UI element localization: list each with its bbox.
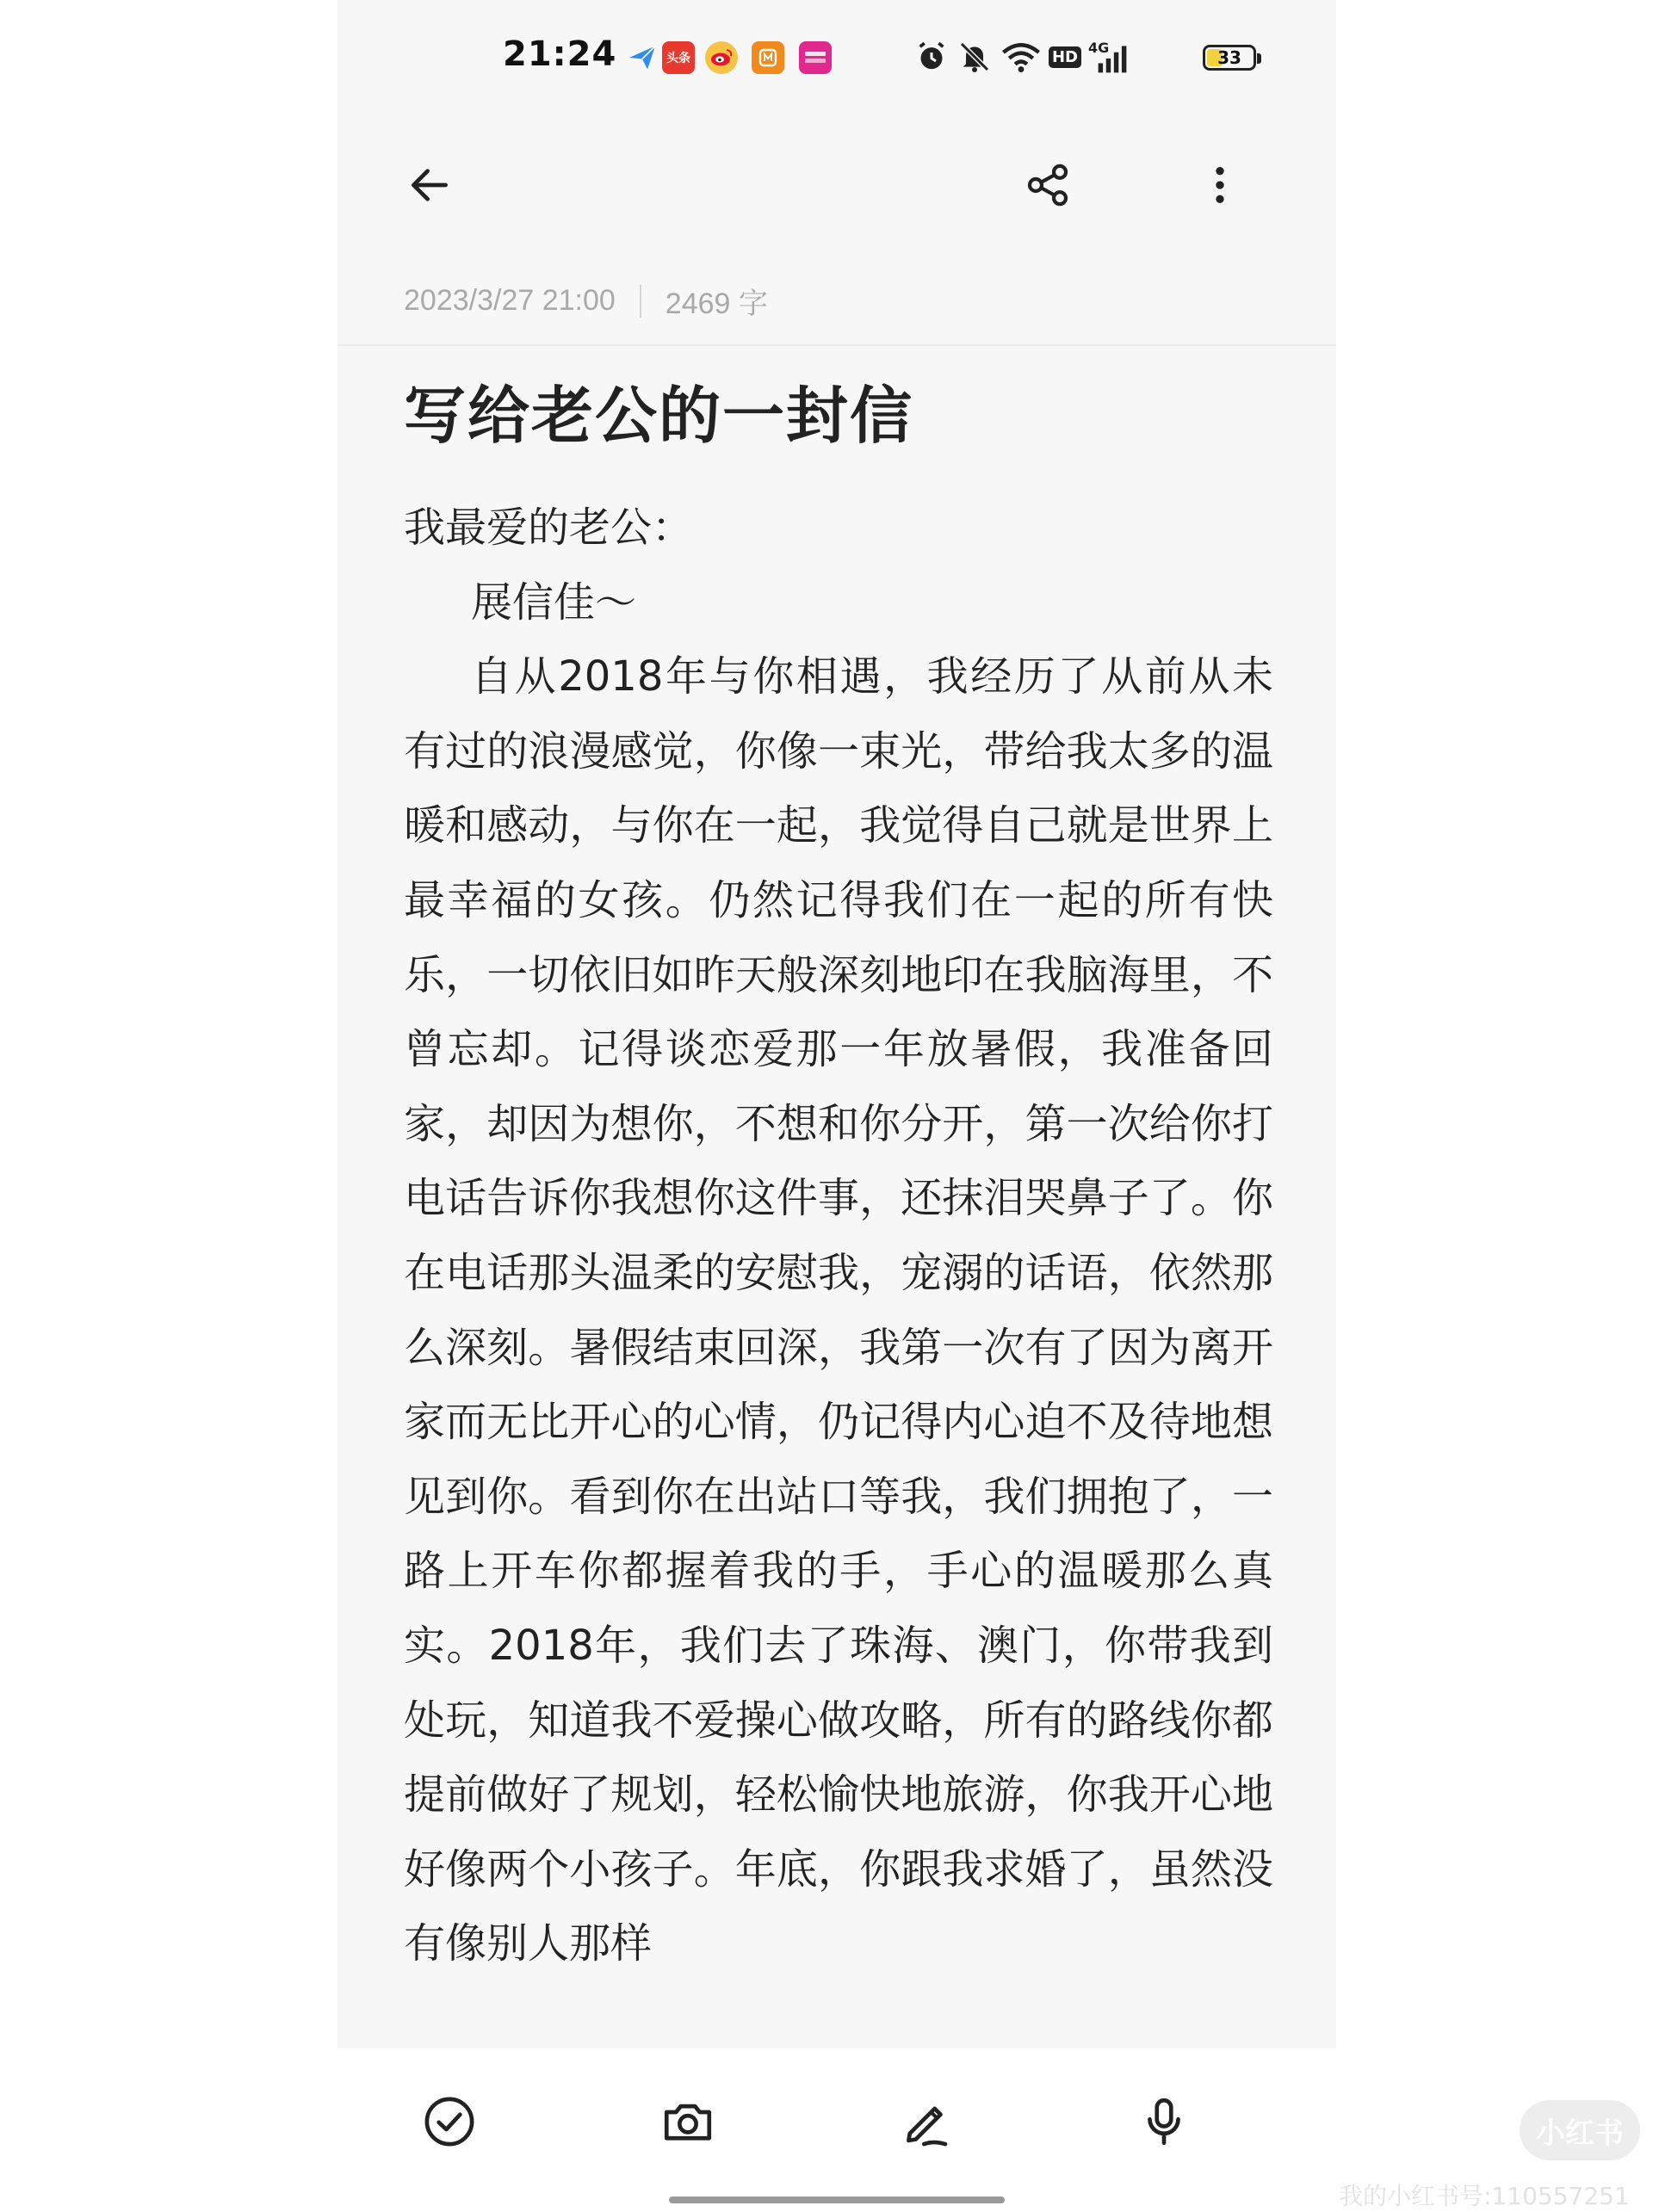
top-nav — [337, 146, 1336, 224]
status-time: 21:24 — [503, 34, 617, 74]
network-label: 4G — [1088, 40, 1110, 56]
camera-button[interactable] — [641, 2074, 735, 2169]
checklist-button[interactable] — [402, 2074, 497, 2169]
share-button[interactable] — [1009, 146, 1087, 224]
check-icon — [421, 2093, 478, 2150]
app-orange-icon — [752, 41, 784, 74]
note-title[interactable]: 写给老公的一封信 — [404, 380, 914, 452]
mute-bell-icon — [956, 38, 994, 76]
salutation: 展信佳～ — [471, 578, 637, 627]
watermark-id: 我的小红书号:110557251 — [1339, 2182, 1630, 2210]
app-pink-icon — [799, 41, 832, 74]
microphone-icon — [1136, 2093, 1192, 2150]
camera-icon — [659, 2093, 716, 2150]
more-options-button[interactable] — [1181, 146, 1259, 224]
note-meta — [404, 280, 768, 322]
toutiao-icon — [662, 41, 695, 74]
voice-input-button[interactable] — [1117, 2074, 1211, 2169]
watermark-badge: 小红书 — [1520, 2100, 1640, 2160]
handwriting-button[interactable] — [879, 2074, 974, 2169]
battery-indicator — [1203, 45, 1256, 71]
home-indicator[interactable] — [669, 2197, 1005, 2203]
meta-divider — [640, 285, 641, 318]
note-date: 2023/3/27 21:00 — [404, 284, 616, 317]
bottom-toolbar — [337, 2074, 1336, 2169]
weibo-icon — [705, 41, 738, 74]
cellular-signal-icon — [1087, 38, 1138, 76]
send-icon — [626, 41, 659, 74]
arrow-left-icon — [406, 161, 454, 209]
hd-icon: HD — [1048, 38, 1082, 76]
word-count: 2469 字 — [665, 287, 768, 320]
more-vertical-icon — [1196, 161, 1244, 209]
status-bar — [337, 0, 1336, 120]
wifi-icon — [999, 38, 1043, 76]
greeting: 我最爱的老公： — [404, 504, 694, 552]
share-icon — [1024, 161, 1072, 209]
battery-level: 33 — [1217, 47, 1241, 68]
note-content[interactable] — [404, 491, 1273, 1981]
pen-icon — [898, 2093, 955, 2150]
toutiao-label: 头条 — [666, 52, 690, 65]
phone-screen — [337, 0, 1336, 2203]
header-divider — [337, 344, 1336, 346]
alarm-icon — [913, 38, 950, 76]
back-button[interactable] — [391, 146, 468, 224]
body-paragraph: 自从2018年与你相遇，我经历了从前从未有过的浪漫感觉，你像一束光，带给我太多的温暖和感动，与你在一起，我觉得自己就是世界上最幸福的女孩。仍然记得我们在一起的所有快乐，一切依旧如昨天般深刻地印在我脑海里，不曾忘却。记得谈恋爱那一年放暑假，我准备回家，却因为想你，不想和你分开，第一次给你打电话告诉你我想你这件事，还抹泪哭鼻子了。你在电话那头温柔的安慰我，宠溺的话语，依然那么深刻。暑假结束回深，我第一次有了因为离开家而无比开心的心情，仍记得内心迫不及待地想见到你。看到你在出站口等我，我们拥抱了，一路上开车你都握着我的手，手心的温暖那么真实。2018年，我们去了珠海、澳门，你带我到处玩，知道我不爱操心做攻略，所有的路线你都提前做好了规划，轻松愉快地旅游，你我开心地好像两个小孩子。年底，你跟我求婚了，虽然没有像别人那样 — [404, 652, 1273, 1968]
